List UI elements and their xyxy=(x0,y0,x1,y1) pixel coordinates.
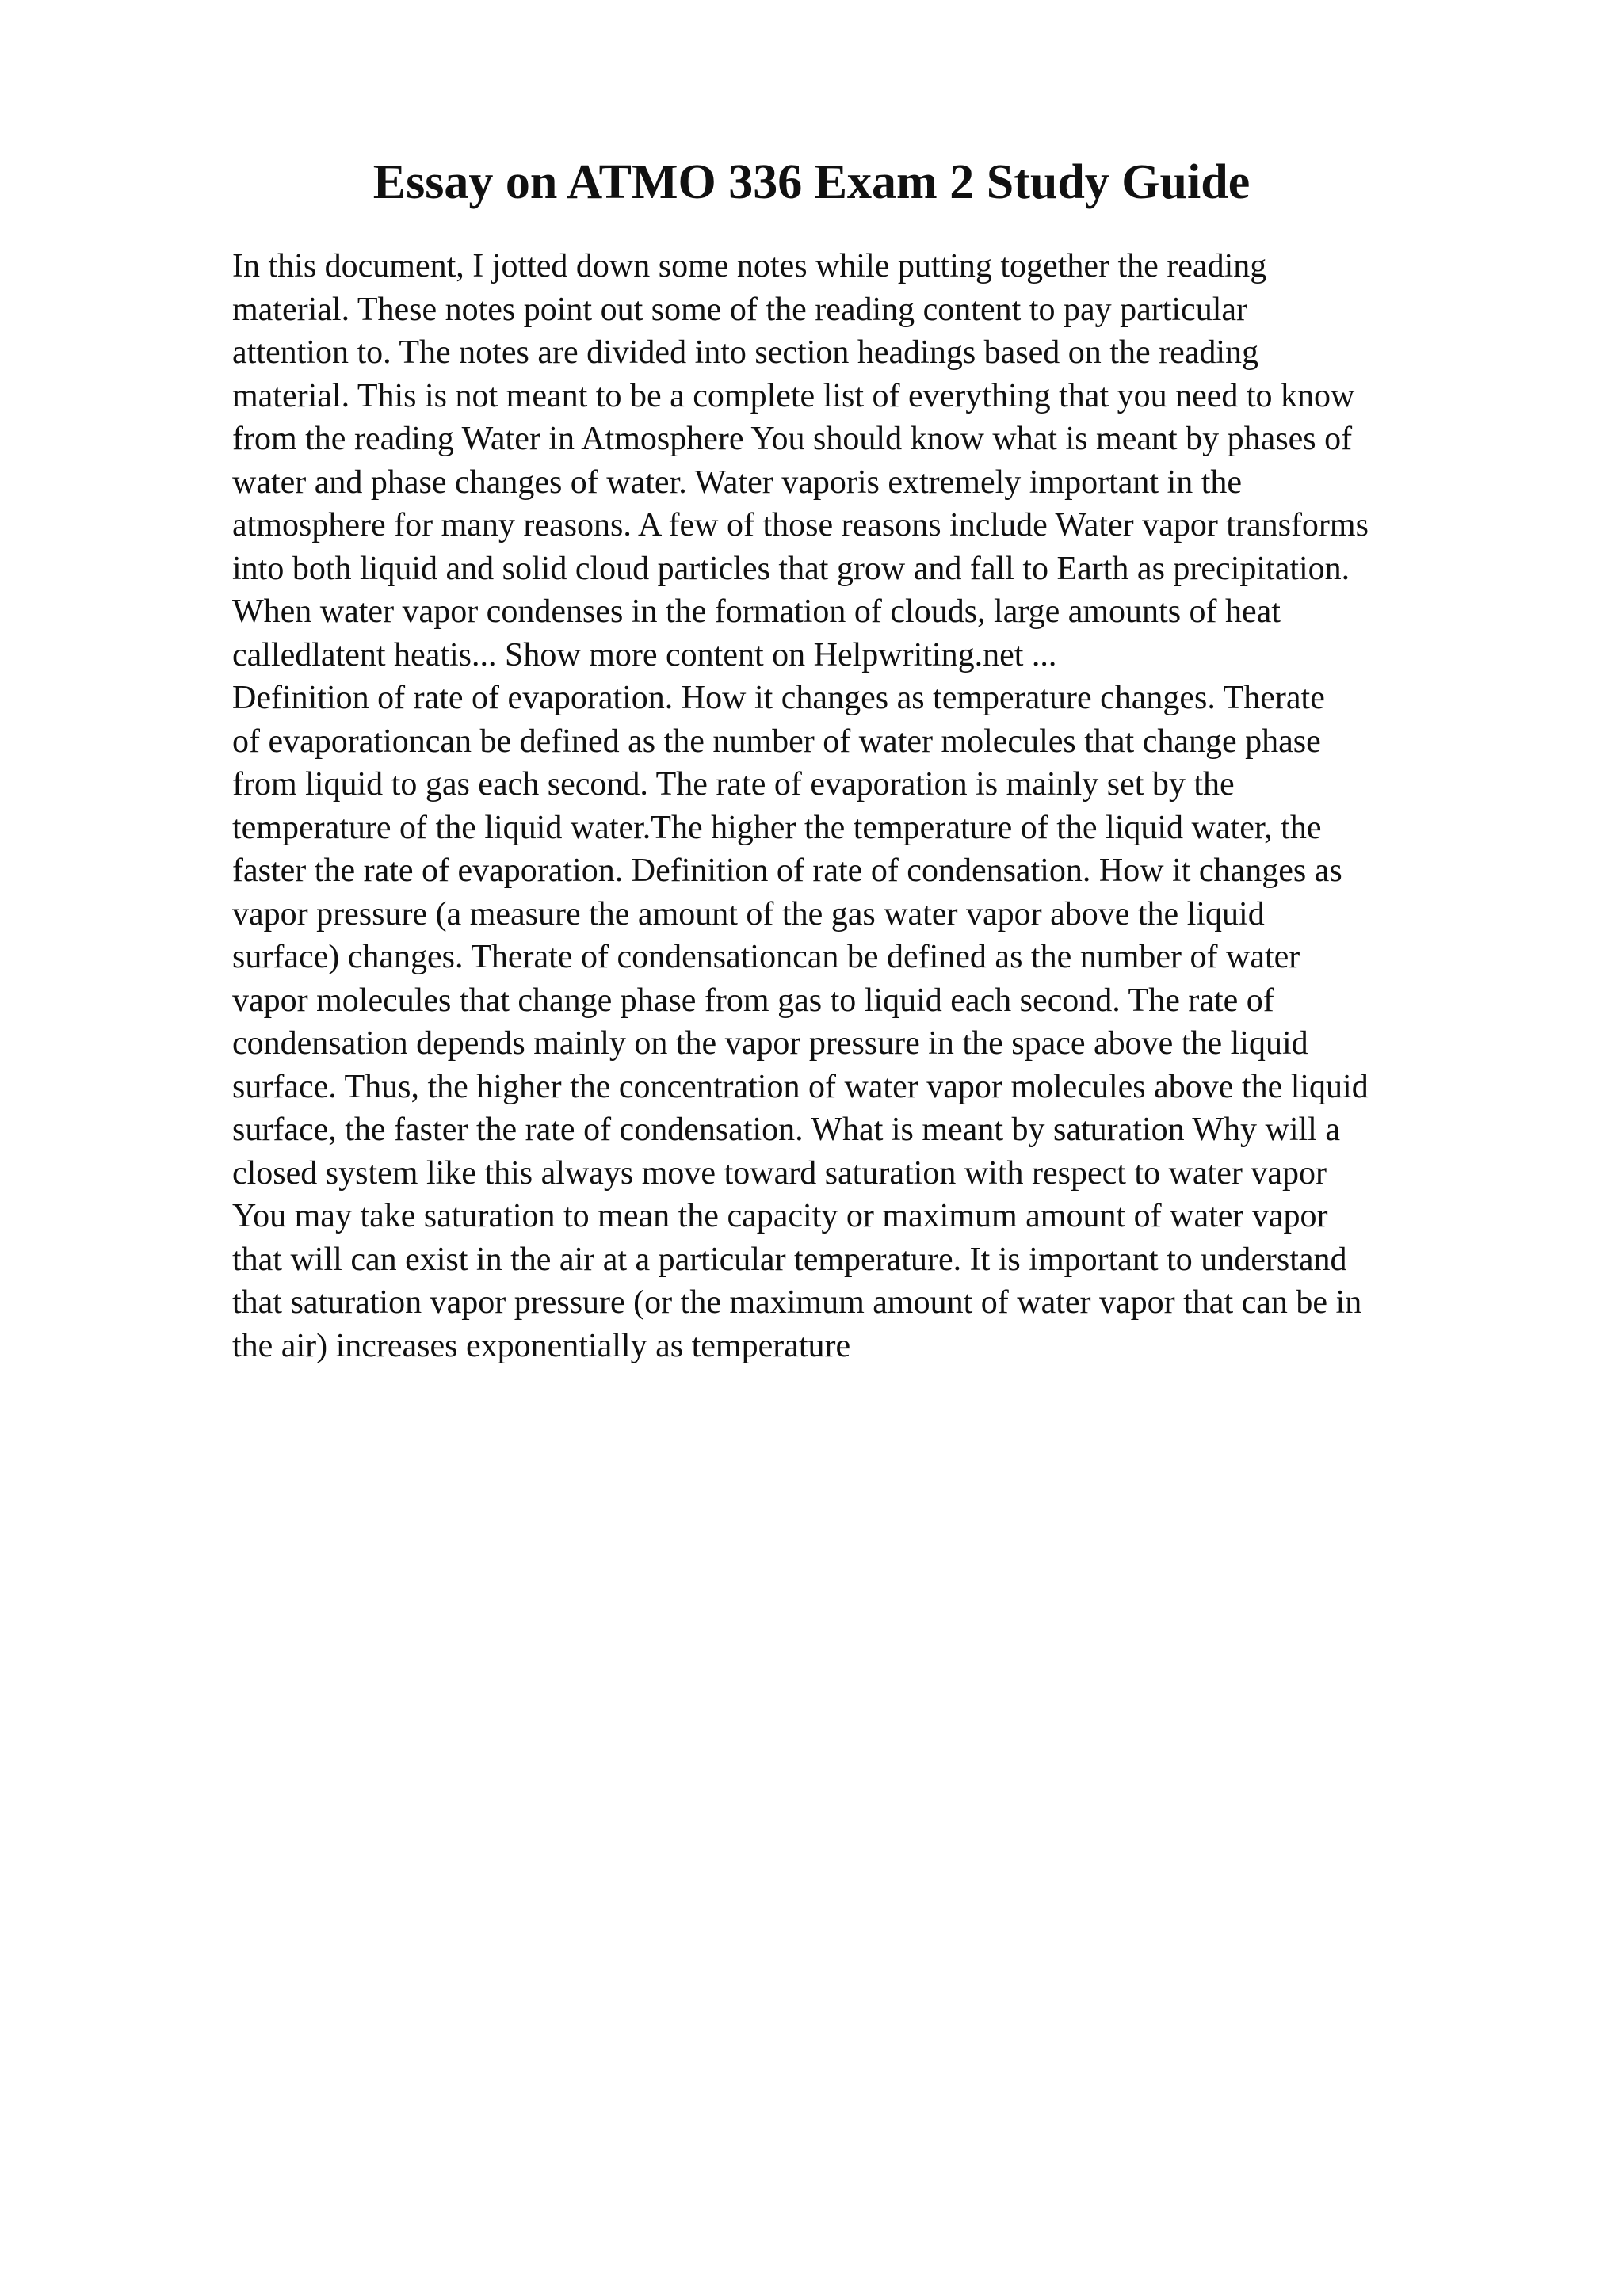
body-line: water and phase changes of water. Water vaporis extremely important in the xyxy=(232,463,1243,501)
body-line: attention to. The notes are divided into section headings based on the reading xyxy=(232,334,1259,371)
body-line: faster the rate of evaporation. Definition of rate of condensation. How it changes as xyxy=(232,852,1342,889)
body-line: When water vapor condenses in the formation of clouds, large amounts of heat xyxy=(232,593,1281,630)
body-line: that will can exist in the air at a particular temperature. It is important to understand xyxy=(232,1241,1347,1278)
body-line: into both liquid and solid cloud particles that grow and fall to Earth as precipitation. xyxy=(232,550,1350,587)
document-title: Essay on ATMO 336 Exam 2 Study Guide xyxy=(372,155,1251,209)
body-line: temperature of the liquid water.The higher the temperature of the liquid water, the xyxy=(232,809,1322,846)
body-line: surface) changes. Therate of condensationcan be defined as the number of water xyxy=(232,939,1300,975)
body-line: the air) increases exponentially as temperature xyxy=(232,1327,851,1364)
document-body xyxy=(232,245,1595,1367)
body-line: You may take saturation to mean the capacity or maximum amount of water vapor xyxy=(232,1198,1328,1234)
body-line: In this document, I jotted down some notes while putting together the reading xyxy=(232,248,1267,284)
body-line: material. These notes point out some of the reading content to pay particular xyxy=(232,291,1247,328)
body-line: condensation depends mainly on the vapor pressure in the space above the liquid xyxy=(232,1025,1308,1062)
body-line: surface. Thus, the higher the concentration of water vapor molecules above the liquid xyxy=(232,1068,1369,1105)
body-line: vapor molecules that change phase from gas to liquid each second. The rate of xyxy=(232,982,1274,1019)
body-line: atmosphere for many reasons. A few of those reasons include Water vapor transforms xyxy=(232,507,1369,543)
body-line: from liquid to gas each second. The rate of evaporation is mainly set by the xyxy=(232,766,1235,803)
body-line: vapor pressure (a measure the amount of the gas water vapor above the liquid xyxy=(232,895,1265,933)
body-line: from the reading Water in Atmosphere You should know what is meant by phases of xyxy=(232,421,1353,457)
body-line: surface, the faster the rate of condensation. What is meant by saturation Why will a xyxy=(232,1112,1340,1148)
body-line: material. This is not meant to be a complete list of everything that you need to know xyxy=(232,377,1355,414)
body-line: that saturation vapor pressure (or the maximum amount of water vapor that can be in xyxy=(232,1284,1362,1321)
body-line: of evaporationcan be defined as the number of water molecules that change phase xyxy=(232,723,1321,760)
body-line: closed system like this always move toward saturation with respect to water vapor xyxy=(232,1154,1327,1192)
body-line: calledlatent heatis... Show more content on Helpwriting.net ... xyxy=(232,636,1057,673)
body-line: Definition of rate of evaporation. How it changes as temperature changes. Therate xyxy=(232,680,1325,716)
